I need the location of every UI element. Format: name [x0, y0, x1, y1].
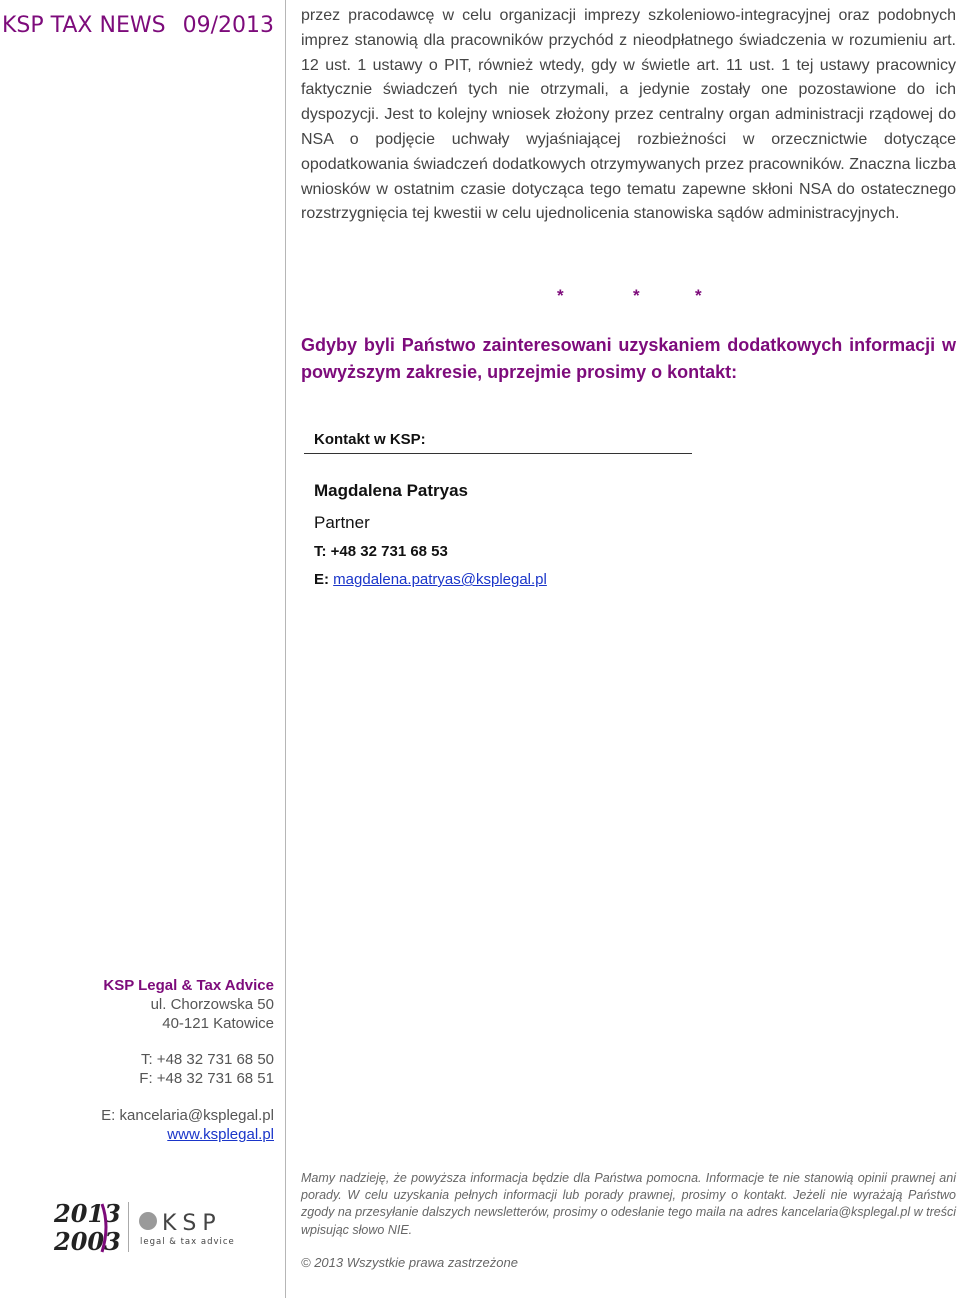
logo-year-top: 2013 [54, 1199, 121, 1228]
disclaimer: Mamy nadzieję, że powyższa informacja będzie dla Państwa pomocna. Informacje te nie stanowią opinii prawnej ani porady. W celu uzyskania pełnych informacji lub porady prawnej, prosimy o kontakt. Jeżeli nie wyrażają Państwo zgody na przesyłanie dalszych newsletterów, prosimy o odesłanie tego maila na adres kancelaria@ksplegal.pl w treści wpisując słowo NIE. [301, 1171, 956, 1237]
ksp-logo [52, 1196, 242, 1258]
contact-email-label: E: [314, 571, 329, 588]
contact-email [314, 571, 547, 588]
article-paragraph: przez pracodawcę w celu organizacji imprezy szkoleniowo-integracyjnej oraz podobnych imprez stanowią dla pracowników przychód z nieodpłatnego świadczenia w rozumieniu art. 12 ust. 1 ustawy o PIT, również wtedy, gdy w świetle art. 11 ust. 1 tej ustawy pracownicy faktycznie świadczeń tych nie otrzymali, a jedynie zostały one pozostawione do ich dyspozycji. Jest to kolejny wniosek złożony przez centralny organ administracji rządowej do NSA o podjęcie uchwały wyjaśniającej rozbieżności w orzecznictwie dotyczące opodatkowania świadczeń dodatkowych otrzymywanych przez pracowników. Znaczna liczba wniosków w ostatnim czasie dotycząca tego tematu zapewne skłoni NSA do ostatecznego rozstrzygnięcia tej kwestii w celu ujednolicenia stanowiska sądów administracyjnych. [301, 7, 956, 223]
column-divider [285, 0, 286, 1298]
contact-heading: Kontakt w KSP: [314, 431, 426, 448]
footer-website-link[interactable]: www.ksplegal.pl [167, 1126, 274, 1143]
footer-phone: T: +48 32 731 68 50 [140, 1051, 274, 1068]
newsletter-title: KSP TAX NEWS [2, 12, 166, 38]
contact-invitation: Gdyby byli Państwo zainteresowani uzyskaniem dodatkowych informacji w powyższym zakresie, uprzejmie prosimy o kontakt: [301, 335, 956, 382]
newsletter-issue: 09/2013 [182, 12, 274, 38]
footer-company: KSP Legal & Tax Advice [103, 977, 274, 994]
logo-year-bottom: 2003 [54, 1227, 121, 1256]
contact-name: Magdalena Patryas [314, 481, 469, 500]
separator-star: * [695, 286, 702, 305]
footer-website [20, 1126, 274, 1143]
copyright: © 2013 Wszystkie prawa zastrzeżone [301, 1255, 518, 1270]
footer-city: 40-121 Katowice [162, 1015, 274, 1032]
footer-email: E: kancelaria@ksplegal.pl [101, 1107, 274, 1124]
separator-star: * [633, 286, 640, 305]
contact-phone-number: +48 32 731 68 53 [330, 543, 448, 560]
logo-divider [128, 1202, 129, 1252]
newsletter-header [2, 10, 274, 40]
contact-phone [314, 543, 448, 560]
contact-role: Partner [314, 513, 370, 532]
logo-brand: KSP [162, 1211, 222, 1236]
footer-fax: F: +48 32 731 68 51 [139, 1070, 274, 1087]
contact-phone-label: T: [314, 543, 327, 560]
section-separator [301, 286, 956, 306]
contact-heading-underline [304, 453, 692, 454]
logo-tagline: legal & tax advice [140, 1237, 235, 1247]
contact-email-link[interactable]: magdalena.patryas@ksplegal.pl [333, 571, 547, 588]
separator-star: * [557, 286, 564, 305]
footer-street: ul. Chorzowska 50 [150, 996, 274, 1013]
logo-dot-icon [139, 1212, 157, 1230]
